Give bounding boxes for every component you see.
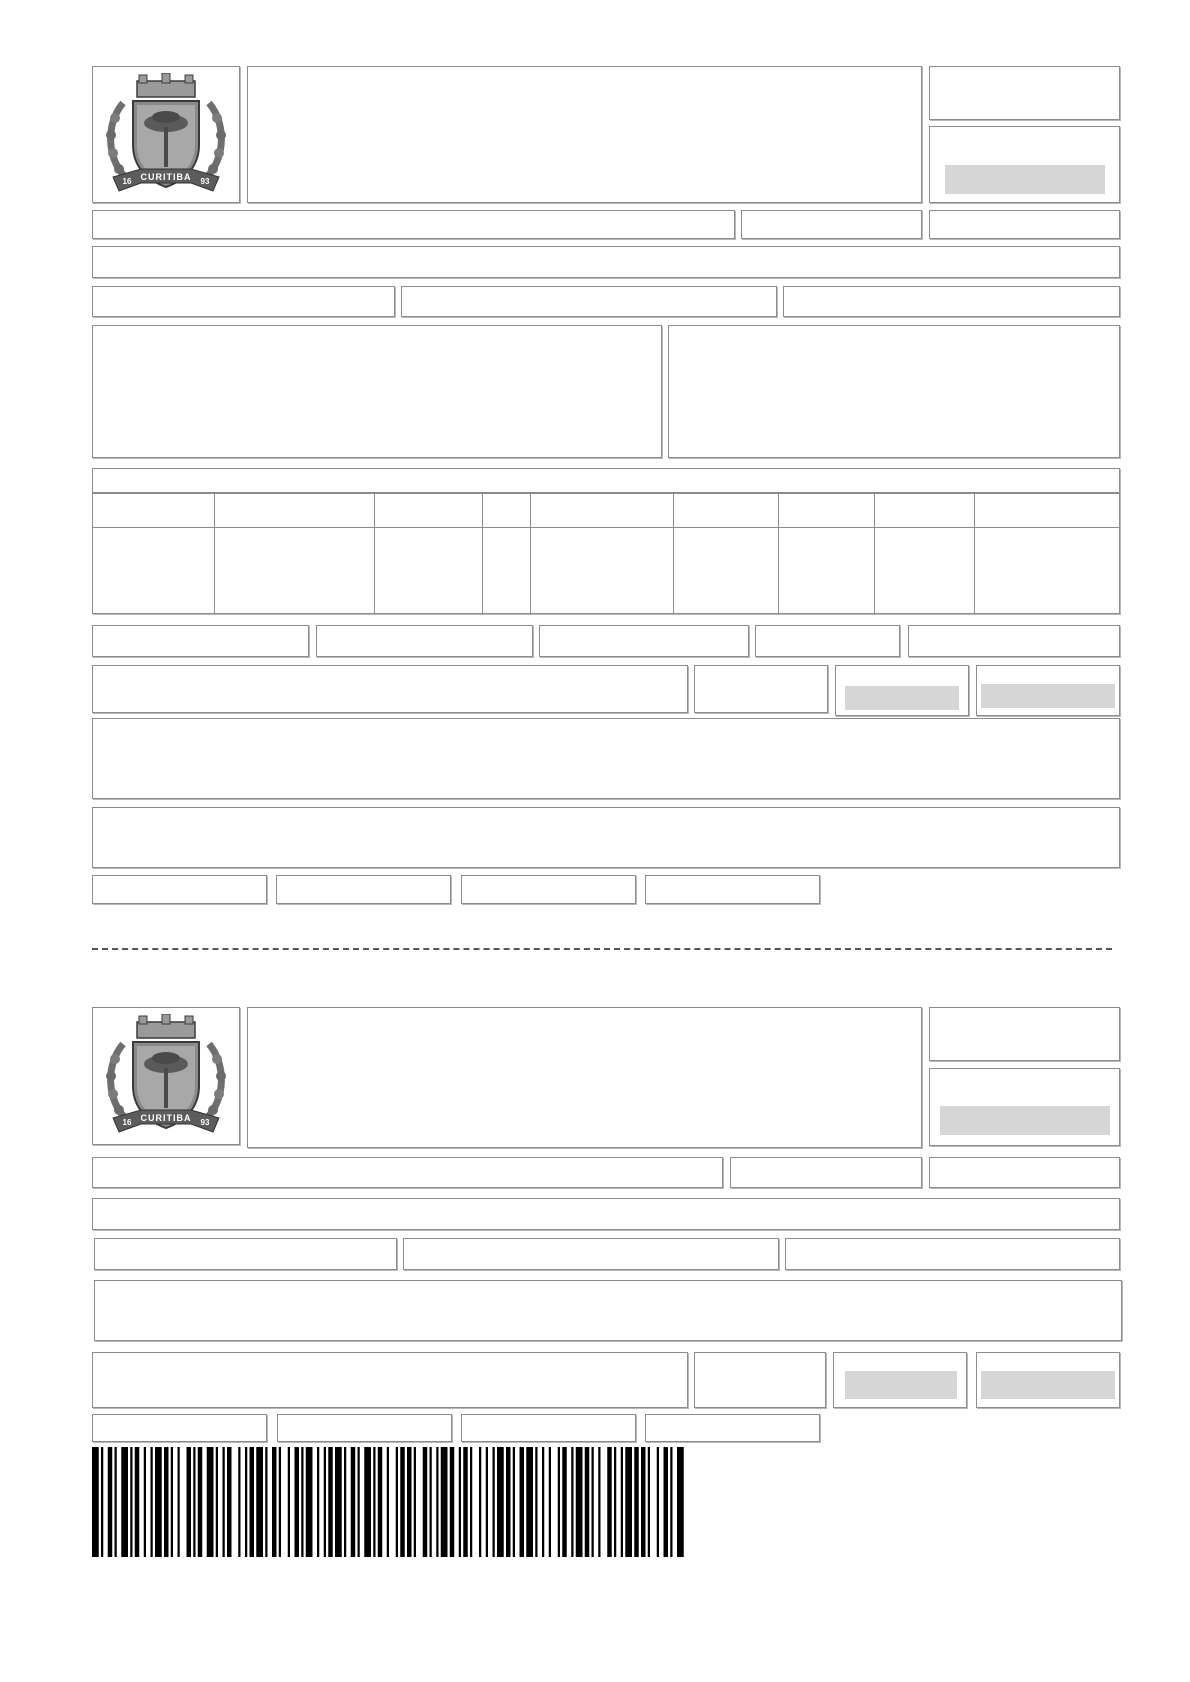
barcode-bar: [108, 1447, 113, 1557]
barcode-bar: [648, 1447, 650, 1557]
emblem-year-right: 93: [200, 1118, 210, 1127]
barcode-bar: [256, 1447, 263, 1557]
upper-items-table: [92, 493, 1120, 614]
barcode-bar: [306, 1447, 313, 1557]
upper-total-a-shaded: [845, 686, 959, 710]
emblem-year-left: 16: [122, 177, 132, 186]
upper-reference-field: [929, 210, 1120, 239]
barcode-bar: [463, 1447, 468, 1557]
barcode-bar: [614, 1447, 616, 1557]
upper-description-box: [92, 325, 662, 458]
emblem-year-left: 16: [122, 1118, 132, 1127]
barcode-bar: [171, 1447, 173, 1557]
barcode-bar: [358, 1447, 360, 1557]
upper-table-title-bar: [92, 468, 1120, 493]
barcode-bar: [535, 1447, 537, 1557]
upper-district-field: [92, 286, 395, 317]
barcode-bar: [279, 1447, 281, 1557]
barcode-bar: [387, 1447, 389, 1557]
barcode-bar: [344, 1447, 346, 1557]
barcode-bar: [115, 1447, 117, 1557]
cut-line-divider: [92, 948, 1112, 950]
barcode-bar: [470, 1447, 472, 1557]
emblem-city-name: CURITIBA: [140, 172, 192, 182]
barcode-bar: [373, 1447, 375, 1557]
barcode-bar: [317, 1447, 319, 1557]
barcode-bar: [479, 1447, 481, 1557]
barcode-bar: [493, 1447, 495, 1557]
barcode-bar: [164, 1447, 169, 1557]
barcode-bar: [625, 1447, 632, 1557]
barcode-bar: [558, 1447, 560, 1557]
upper-address-field: [92, 246, 1120, 278]
barcode-bar: [272, 1447, 277, 1557]
upper-instructions-box: [92, 718, 1120, 799]
lower-footer-field-4: [645, 1414, 820, 1442]
lower-total-b-shaded: [981, 1371, 1115, 1399]
lower-zip-field: [785, 1238, 1120, 1270]
barcode-bar: [664, 1447, 669, 1557]
barcode-bar: [324, 1447, 326, 1557]
upper-total-field-b: [976, 665, 1120, 716]
barcode-bar: [335, 1447, 342, 1557]
barcode-bar: [634, 1447, 639, 1557]
barcode-bar: [430, 1447, 432, 1557]
barcode-bar: [396, 1447, 398, 1557]
barcode-bar: [250, 1447, 255, 1557]
emblem-city-name: CURITIBA: [140, 1113, 192, 1123]
upper-footer-field-3: [461, 875, 636, 904]
barcode-bar: [378, 1447, 383, 1557]
lower-title-box: [247, 1007, 922, 1148]
barcode-bar: [101, 1447, 103, 1557]
upper-title-box: [247, 66, 922, 203]
barcode-bar: [621, 1447, 623, 1557]
barcode-bar: [301, 1447, 303, 1557]
barcode-bar: [607, 1447, 612, 1557]
barcode-bar: [486, 1447, 488, 1557]
barcode-bar: [351, 1447, 356, 1557]
upper-footer-field-2: [276, 875, 451, 904]
upper-amount-shaded-field: [945, 165, 1105, 194]
barcode-bar: [520, 1447, 525, 1557]
barcode-bar: [207, 1447, 214, 1557]
lower-document-number-field: [730, 1157, 922, 1188]
barcode-bar: [227, 1447, 232, 1557]
lower-due-date-box: [929, 1007, 1120, 1061]
upper-value-field-2: [316, 625, 533, 657]
lower-emblem-box: [92, 1007, 240, 1145]
barcode-bar: [450, 1447, 455, 1557]
barcode-bar: [436, 1447, 438, 1557]
lower-total-field-a: [833, 1352, 967, 1408]
upper-value-field-1: [92, 625, 309, 657]
lower-reference-field: [929, 1157, 1120, 1188]
emblem-year-right: 93: [200, 177, 210, 186]
barcode-bar: [144, 1447, 146, 1557]
upper-footer-field-4: [645, 875, 820, 904]
barcode-bar: [506, 1447, 511, 1557]
lower-total-field-b: [976, 1352, 1120, 1408]
barcode-bar: [265, 1447, 267, 1557]
barcode-bar: [571, 1447, 573, 1557]
lower-city-field: [403, 1238, 779, 1270]
barcode-bar: [328, 1447, 333, 1557]
payment-barcode: [92, 1447, 686, 1557]
barcode-bar: [670, 1447, 672, 1557]
barcode-bar: [92, 1447, 99, 1557]
lower-payment-info-field: [92, 1352, 688, 1408]
upper-notes-box: [668, 325, 1120, 458]
barcode-bar: [414, 1447, 416, 1557]
coat-of-arms-icon: [101, 1014, 231, 1139]
barcode-bar: [130, 1447, 132, 1557]
lower-footer-field-1: [92, 1414, 267, 1442]
barcode-bar: [155, 1447, 162, 1557]
lower-address-field: [92, 1198, 1120, 1230]
upper-authentication-box: [92, 807, 1120, 868]
barcode-bar: [245, 1447, 247, 1557]
upper-value-field-3: [539, 625, 749, 657]
barcode-bar: [223, 1447, 225, 1557]
barcode-bar: [526, 1447, 533, 1557]
upper-emblem-box: [92, 66, 240, 203]
upper-total-field-a: [835, 665, 969, 716]
upper-payment-info-field: [92, 665, 688, 713]
upper-due-date-box: [929, 66, 1120, 120]
barcode-bar: [677, 1447, 684, 1557]
upper-document-number-field: [741, 210, 922, 239]
barcode-bar: [497, 1447, 504, 1557]
barcode-bar: [641, 1447, 646, 1557]
upper-due-field: [694, 665, 828, 713]
lower-due-field: [694, 1352, 826, 1408]
barcode-bar: [193, 1447, 195, 1557]
upper-total-b-shaded: [981, 684, 1115, 708]
upper-taxpayer-name-field: [92, 210, 735, 239]
barcode-bar: [400, 1447, 405, 1557]
barcode-bar: [598, 1447, 600, 1557]
lower-amount-shaded-field: [940, 1106, 1110, 1135]
barcode-bar: [187, 1447, 192, 1557]
barcode-bar: [198, 1447, 203, 1557]
barcode-bar: [657, 1447, 659, 1557]
barcode-bar: [576, 1447, 583, 1557]
upper-value-field-5: [908, 625, 1120, 657]
upper-city-field: [401, 286, 777, 317]
barcode-bar: [562, 1447, 567, 1557]
lower-total-a-shaded: [845, 1371, 957, 1399]
barcode-bar: [585, 1447, 590, 1557]
upper-value-field-4: [755, 625, 900, 657]
barcode-bar: [513, 1447, 515, 1557]
barcode-bar: [151, 1447, 153, 1557]
barcode-bar: [238, 1447, 240, 1557]
lower-amount-box: [929, 1068, 1120, 1146]
lower-district-field: [94, 1238, 397, 1270]
barcode-bar: [441, 1447, 448, 1557]
coat-of-arms-icon: [101, 73, 231, 198]
lower-taxpayer-name-field: [92, 1157, 723, 1188]
barcode-bar: [459, 1447, 461, 1557]
barcode-bar: [121, 1447, 128, 1557]
upper-amount-box: [929, 126, 1120, 203]
barcode-bar: [135, 1447, 140, 1557]
upper-zip-field: [783, 286, 1120, 317]
barcode-bar: [592, 1447, 594, 1557]
barcode-bar: [364, 1447, 371, 1557]
lower-footer-field-2: [277, 1414, 452, 1442]
upper-footer-field-1: [92, 875, 267, 904]
barcode-bar: [295, 1447, 300, 1557]
lower-instructions-box: [94, 1280, 1122, 1341]
barcode-bar: [423, 1447, 428, 1557]
barcode-bar: [407, 1447, 412, 1557]
lower-footer-field-3: [461, 1414, 636, 1442]
barcode-bar: [288, 1447, 290, 1557]
barcode-bar: [216, 1447, 218, 1557]
barcode-bar: [542, 1447, 544, 1557]
barcode-bar: [178, 1447, 180, 1557]
barcode-bar: [549, 1447, 551, 1557]
